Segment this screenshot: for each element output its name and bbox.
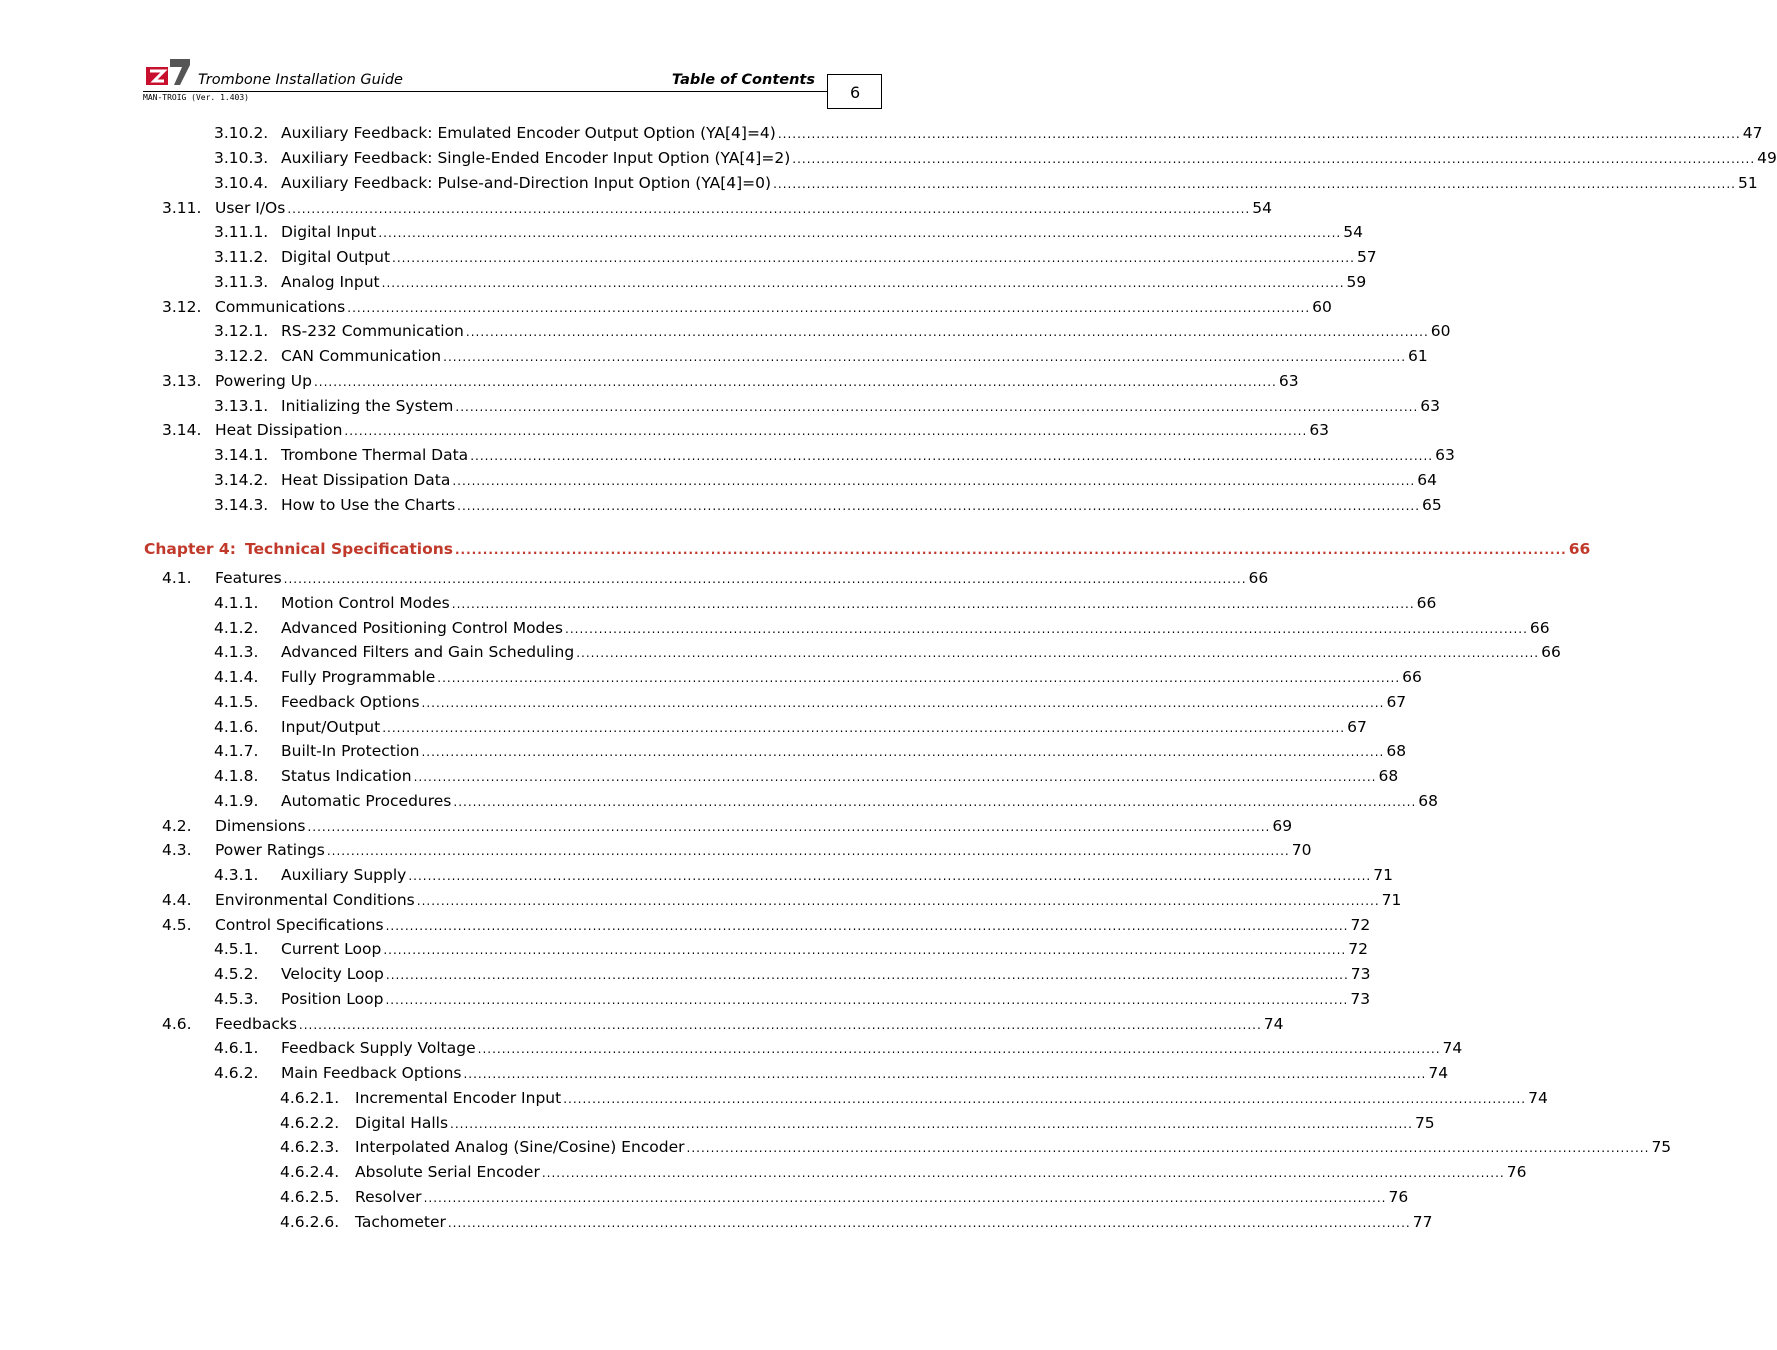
dot-leader: ........................................................................................................................................................................................................ [477,1042,1441,1056]
toc-entry-title: Feedback Options [281,693,420,711]
toc-entry-title: Status Indication [281,767,412,785]
toc-entry-title: CAN Communication [281,347,442,365]
toc-entry-number: 4.6.2.3. [280,1138,340,1156]
toc-entry[interactable] [214,444,1455,466]
toc-entry-number: 4.5. [162,916,192,934]
toc-entry-number: 4.6.2. [214,1064,259,1082]
toc-entry-number: 4.1.1. [214,594,259,612]
dot-leader: ........................................................................................................................................................................................................ [408,869,1372,883]
toc-entry-number: 4.1.9. [214,792,259,810]
toc-entry-title: Digital Input [281,223,377,241]
dot-leader: ........................................................................................................................................................................................................ [451,597,1415,611]
toc-entry-title: Advanced Positioning Control Modes [281,619,563,637]
toc-entry-number: 4.3.1. [214,866,259,884]
dot-leader: ........................................................................................................................................................................................................ [565,622,1528,636]
toc-entry[interactable] [214,147,1777,169]
toc-entry[interactable] [214,617,1550,639]
dot-leader: ........................................................................................................................................................................................................ [576,646,1540,660]
dot-leader: ........................................................................................................................................................................................................ [385,993,1349,1007]
toc-entry-title: Auxiliary Supply [281,866,407,884]
toc-entry-title: Communications [215,298,346,316]
dot-leader: ........................................................................................................................................................................................................ [416,894,1380,908]
toc-entry-page: 63 [1309,421,1330,439]
toc-entry-page: 59 [1346,273,1367,291]
toc-entry-title: Tachometer [355,1213,446,1231]
toc-entry-number: 4.5.1. [214,940,259,958]
toc-entry-number: 4.5.3. [214,990,259,1008]
dot-leader: ........................................................................................................................................................................................................ [378,226,1342,240]
toc-entry[interactable] [214,666,1422,688]
toc-entry-title: Automatic Procedures [281,792,452,810]
toc-entry-title: User I/Os [215,199,286,217]
dot-leader: ........................................................................................................................................................................................................ [452,474,1416,488]
toc-entry-number: Chapter 4: [144,540,236,558]
dot-leader: ........................................................................................................................................................................................................ [686,1141,1650,1155]
toc-entry[interactable] [214,790,1438,812]
dot-leader: ........................................................................................................................................................................................................ [421,696,1385,710]
toc-entry-number: 3.14.1. [214,446,269,464]
document-id: MAN-TROIG (Ver. 1.403) [143,93,249,102]
dot-leader: ........................................................................................................................................................................................................ [413,770,1377,784]
toc-entry-title: Absolute Serial Encoder [355,1163,540,1181]
dot-leader: ........................................................................................................................................................................................................ [792,152,1756,166]
toc-entry-number: 4.1.5. [214,693,259,711]
toc-entry-title: Auxiliary Feedback: Emulated Encoder Output Option (YA[4]=4) [281,124,776,142]
toc-entry-title: Analog Input [281,273,380,291]
toc-entry[interactable] [214,395,1441,417]
toc-entry[interactable] [214,988,1371,1010]
toc-entry-title: Technical Specifications [245,540,453,558]
toc-entry-page: 54 [1343,223,1363,241]
toc-entry[interactable] [214,938,1368,960]
toc-entry-title: Resolver [355,1188,422,1206]
dot-leader: ........................................................................................................................................................................................................ [453,795,1417,809]
toc-entry-page: 65 [1422,496,1442,514]
toc-entry-number: 4.1. [162,569,192,587]
dot-leader: ........................................................................................................................................................................................................ [463,1067,1427,1081]
toc-entry[interactable] [162,839,1312,861]
toc-entry-title: Auxiliary Feedback: Single-Ended Encoder Input Option (YA[4]=2) [281,149,791,167]
toc-entry-title: Input/Output [281,718,381,736]
dot-leader: ........................................................................................................................................................................................................ [773,177,1736,191]
toc-entry-number: 4.1.2. [214,619,259,637]
toc-entry-number: 3.13. [162,372,202,390]
toc-entry-number: 3.11.1. [214,223,269,241]
toc-entry-number: 4.1.3. [214,643,259,661]
toc-entry-title: Features [215,569,282,587]
toc-entry-title: Power Ratings [215,841,325,859]
dot-leader: ........................................................................................................................................................................................................ [307,820,1271,834]
toc-entry[interactable] [214,592,1437,614]
toc-entry[interactable] [162,889,1402,911]
toc-entry-page: 75 [1651,1138,1672,1156]
toc-entry-page: 75 [1414,1114,1435,1132]
toc-entry-title: Current Loop [281,940,382,958]
dot-leader: ........................................................................................................................................................................................................ [470,449,1434,463]
toc-entry-page: 74 [1442,1039,1463,1057]
toc-entry-page: 64 [1417,471,1437,489]
toc-entry-title: RS-232 Communication [281,322,464,340]
toc-entry-number: 3.11.3. [214,273,269,291]
toc-chapter-entry[interactable] [144,538,1591,560]
dot-leader: ........................................................................................................................................................................................................ [313,375,1277,389]
toc-entry-page: 72 [1348,940,1368,958]
toc-entry[interactable] [214,271,1367,293]
toc-entry-title: Powering Up [215,372,312,390]
toc-entry[interactable] [162,567,1269,589]
dot-leader: ........................................................................................................................................................................................................ [382,721,1346,735]
toc-entry[interactable] [280,1112,1435,1134]
dot-leader: ........................................................................................................................................................................................................ [298,1018,1262,1032]
toc-entry-number: 3.11. [162,199,202,217]
toc-entry-number: 4.6. [162,1015,192,1033]
toc-entry-number: 4.1.7. [214,742,259,760]
toc-entry-number: 4.6.2.6. [280,1213,340,1231]
toc-entry-page: 61 [1408,347,1428,365]
page-number: 6 [827,74,882,109]
dot-leader: ........................................................................................................................................................................................................ [392,251,1355,265]
toc-entry-number: 3.10.2. [214,124,269,142]
toc-entry-title: Interpolated Analog (Sine/Cosine) Encoder [355,1138,685,1156]
toc-entry-page: 71 [1381,891,1402,909]
toc-entry-page: 67 [1347,718,1367,736]
dot-leader: ........................................................................................................................................................................................................ [283,572,1247,586]
dot-leader: ........................................................................................................................................................................................................ [287,202,1251,216]
toc-entry-title: Heat Dissipation Data [281,471,451,489]
toc-entry-title: Heat Dissipation [215,421,343,439]
dot-leader: ........................................................................................................................................................................................................ [450,1117,1413,1131]
toc-entry[interactable] [162,370,1299,392]
toc-entry-title: Advanced Filters and Gain Scheduling [281,643,575,661]
toc-entry[interactable] [214,172,1758,194]
dot-leader: ........................................................................................................................................................................................................ [344,424,1308,438]
toc-entry-page: 66 [1568,540,1591,558]
dot-leader: ........................................................................................................................................................................................................ [457,499,1421,513]
dot-leader: ........................................................................................................................................................................................................ [385,919,1349,933]
toc-entry-page: 76 [1506,1163,1527,1181]
toc-entry-page: 66 [1541,643,1561,661]
toc-entry-number: 4.6.2.1. [280,1089,340,1107]
dot-leader: ........................................................................................................................................................................................................ [777,127,1741,141]
toc-entry-title: Trombone Thermal Data [281,446,469,464]
toc-entry-number: 4.6.1. [214,1039,259,1057]
toc-entry[interactable] [214,740,1407,762]
toc-entry-number: 3.14.3. [214,496,269,514]
toc-entry-page: 49 [1757,149,1777,167]
toc-entry-title: Position Loop [281,990,384,1008]
toc-entry-page: 57 [1356,248,1377,266]
toc-entry-title: Built-In Protection [281,742,420,760]
toc-entry-page: 74 [1528,1089,1548,1107]
toc-entry-page: 73 [1350,965,1371,983]
toc-entry-page: 69 [1272,817,1293,835]
dot-leader: ........................................................................................................................................................................................................ [563,1092,1527,1106]
toc-entry-page: 66 [1248,569,1269,587]
toc-entry-number: 4.4. [162,891,192,909]
toc-entry[interactable] [162,815,1293,837]
toc-entry-number: 3.12. [162,298,202,316]
toc-entry-title: Initializing the System [281,397,454,415]
toc-entry[interactable] [214,641,1561,663]
toc-entry[interactable] [162,1013,1284,1035]
toc-entry-title: Auxiliary Feedback: Pulse-and-Direction Input Option (YA[4]=0) [281,174,772,192]
toc-entry[interactable] [280,1087,1548,1109]
toc-entry-page: 66 [1529,619,1550,637]
toc-entry[interactable] [162,197,1272,219]
toc-entry-page: 77 [1412,1213,1433,1231]
toc-entry-page: 63 [1435,446,1455,464]
toc-entry[interactable] [280,1211,1433,1233]
dot-leader: ........................................................................................................................................................................................................ [443,350,1407,364]
toc-entry-number: 3.12.1. [214,322,269,340]
toc-entry[interactable] [280,1186,1409,1208]
toc-entry-number: 4.2. [162,817,192,835]
dot-leader: ........................................................................................................................................................................................................ [465,325,1429,339]
dot-leader: ........................................................................................................................................................................................................ [541,1166,1505,1180]
dot-leader: ........................................................................................................................................................................................................ [326,844,1290,858]
toc-entry[interactable] [214,963,1371,985]
toc-entry-page: 74 [1428,1064,1449,1082]
toc-entry-title: Digital Halls [355,1114,449,1132]
toc-entry-title: Main Feedback Options [281,1064,462,1082]
toc-entry-number: 4.3. [162,841,192,859]
dot-leader: ........................................................................................................................................................................................................ [381,276,1345,290]
toc-entry-title: Feedback Supply Voltage [281,1039,476,1057]
toc-entry-number: 4.6.2.5. [280,1188,340,1206]
toc-entry-page: 66 [1402,668,1422,686]
toc-entry-title: Environmental Conditions [215,891,415,909]
toc-entry-page: 72 [1350,916,1371,934]
toc-entry[interactable] [214,716,1367,738]
toc-entry-page: 71 [1373,866,1393,884]
toc-entry[interactable] [214,1062,1449,1084]
toc-entry-page: 51 [1737,174,1758,192]
toc-entry-page: 68 [1378,767,1399,785]
toc-entry-number: 3.10.4. [214,174,269,192]
toc-entry-number: 4.1.6. [214,718,259,736]
toc-entry-number: 4.6.2.4. [280,1163,340,1181]
toc-entry-number: 4.6.2.2. [280,1114,340,1132]
toc-entry-title: Control Specifications [215,916,384,934]
toc-entry-title: Feedbacks [215,1015,297,1033]
toc-entry-page: 73 [1350,990,1371,1008]
toc-entry[interactable] [214,494,1442,516]
toc-entry[interactable] [280,1136,1672,1158]
toc-entry[interactable] [214,320,1451,342]
toc-entry[interactable] [214,864,1393,886]
toc-entry-title: Velocity Loop [281,965,384,983]
toc-entry-number: 3.12.2. [214,347,269,365]
toc-entry-title: Fully Programmable [281,668,436,686]
toc-entry-number: 4.1.8. [214,767,259,785]
toc-entry-page: 70 [1291,841,1312,859]
toc-entry-page: 54 [1252,199,1272,217]
toc-entry-title: Incremental Encoder Input [355,1089,562,1107]
toc-entry-number: 4.1.4. [214,668,259,686]
toc-entry-page: 60 [1430,322,1451,340]
dot-leader: ........................................................................................................................................................................................................ [447,1216,1411,1230]
dot-leader: ........................................................................................................................................................................................................ [385,968,1349,982]
dot-leader: ........................................................................................................................................................................................................ [421,745,1385,759]
toc-entry[interactable] [214,469,1437,491]
toc-entry[interactable] [214,1037,1463,1059]
toc-entry[interactable] [214,345,1428,367]
toc-entry-title: Dimensions [215,817,306,835]
toc-entry-title: Digital Output [281,248,391,266]
section-title: Table of Contents [671,72,815,88]
toc-entry[interactable] [214,765,1399,787]
toc-entry[interactable] [280,1161,1527,1183]
dot-leader: ........................................................................................................................................................................................................ [437,671,1401,685]
toc-entry-page: 76 [1388,1188,1409,1206]
toc-entry[interactable] [162,296,1332,318]
toc-entry[interactable] [214,691,1407,713]
toc-entry[interactable] [214,122,1763,144]
toc-entry-page: 67 [1386,693,1407,711]
toc-entry[interactable] [214,221,1363,243]
dot-leader: ........................................................................................................................................................................................................ [455,543,1567,557]
dot-leader: ........................................................................................................................................................................................................ [347,301,1311,315]
toc-entry-page: 68 [1418,792,1438,810]
toc-entry-page: 74 [1263,1015,1284,1033]
toc-entry-title: How to Use the Charts [281,496,456,514]
toc-entry-page: 63 [1278,372,1299,390]
toc-entry-page: 63 [1420,397,1441,415]
toc-entry-number: 3.13.1. [214,397,269,415]
toc-entry[interactable] [162,914,1371,936]
toc-entry-title: Motion Control Modes [281,594,450,612]
toc-entry[interactable] [214,246,1377,268]
toc-entry-number: 3.11.2. [214,248,269,266]
toc-entry-page: 68 [1386,742,1407,760]
toc-entry-page: 47 [1742,124,1763,142]
toc-entry-number: 3.10.3. [214,149,269,167]
toc-entry-number: 4.5.2. [214,965,259,983]
toc-entry[interactable] [162,419,1330,441]
dot-leader: ........................................................................................................................................................................................................ [423,1191,1387,1205]
toc-entry-page: 60 [1312,298,1332,316]
toc-entry-number: 3.14.2. [214,471,269,489]
dot-leader: ........................................................................................................................................................................................................ [383,943,1347,957]
dot-leader: ........................................................................................................................................................................................................ [455,400,1419,414]
document-title: Trombone Installation Guide [198,72,403,88]
toc-entry-page: 66 [1416,594,1437,612]
toc-entry-number: 3.14. [162,421,202,439]
